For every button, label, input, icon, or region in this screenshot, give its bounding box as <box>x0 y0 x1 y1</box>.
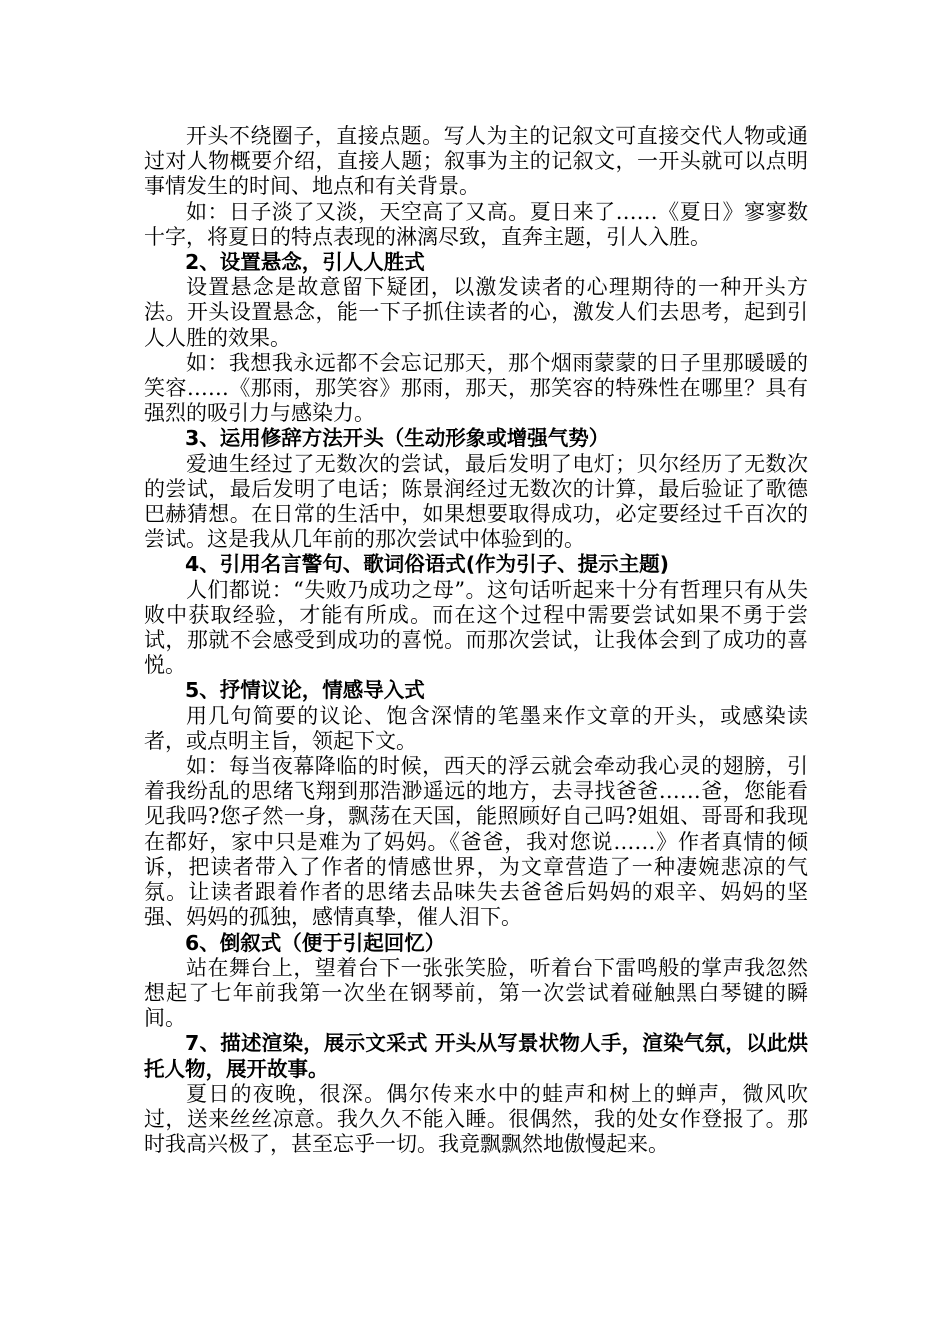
paragraph: 用几句简要的议论、饱含深情的笔墨来作文章的开头，或感染读者，或点明主旨，领起下文。 <box>144 703 808 753</box>
paragraph: 开头不绕圈子，直接点题。写人为主的记叙文可直接交代人物或通过对人物概要介绍，直接人题；叙事为主的记叙文，一开头就可以点明事情发生的时间、地点和有关背景。 <box>144 124 808 199</box>
section-flashback <box>144 931 808 1032</box>
section-quotation <box>144 552 808 678</box>
section-direct-opening <box>144 124 808 250</box>
section-description <box>144 1031 808 1157</box>
example-paragraph: 如：我想我永远都不会忘记那天，那个烟雨蒙蒙的日子里那暖暖的笑容……《那雨，那笑容》那雨，那天，那笑容的特殊性在哪里？具有强烈的吸引力与感染力。 <box>144 350 808 426</box>
section-suspense <box>144 250 808 426</box>
example-paragraph: 如：日子淡了又淡，天空高了又高。夏日来了……《夏日》寥寥数十字，将夏日的特点表现的淋漓尽致，直奔主题，引人入胜。 <box>144 199 808 249</box>
section-heading: 6、倒叙式（便于引起回忆） <box>185 930 446 955</box>
section-heading: 3、运用修辞方法开头（生动形象或增强气势） <box>185 426 610 451</box>
paragraph: 人们都说：“失败乃成功之母”。这句话听起来十分有哲理只有从失败中获取经验，才能有所成。而在这个过程中需要尝试如果不勇于尝试，那就不会感受到成功的喜悦。而那次尝试，让我体会到了成功的喜悦。 <box>144 577 808 678</box>
example-paragraph: 如：每当夜幕降临的时候，西天的浮云就会牵动我心灵的翅膀，引着我纷乱的思绪飞翔到那浩渺遥远的地方，去寻找爸爸……爸，您能看见我吗?您孑然一身，飘荡在天国，能照顾好自己吗?姐姐、哥哥和我现在都好，家中只是难为了妈妈。《爸爸，我对您说……》作者真情的倾诉，把读者带入了作者的情感世界，为文章营造了一种凄婉悲凉的气氛。让读者跟着作者的思绪去品味失去爸爸后妈妈的艰辛、妈妈的坚强、妈妈的孤独，感情真挚，催人泪下。 <box>144 754 808 930</box>
section-heading: 2、设置悬念，引人人胜式 <box>185 250 425 275</box>
paragraph: 设置悬念是故意留下疑团，以激发读者的心理期待的一种开头方法。开头设置悬念，能一下子抓住读者的心，激发人们去思考，起到引人人胜的效果。 <box>144 275 808 350</box>
section-heading: 4、引用名言警句、歌词俗语式(作为引子、提示主题) <box>185 552 670 577</box>
document-body <box>144 124 808 1157</box>
section-heading: 7、描述渲染，展示文采式 开头从写景状物人手，渲染气氛，以此烘托人物，展开故事。 <box>144 1031 808 1081</box>
section-rhetoric <box>144 426 808 552</box>
section-heading: 5、抒情议论，情感导入式 <box>185 678 425 703</box>
section-lyrical <box>144 678 808 930</box>
paragraph: 爱迪生经过了无数次的尝试，最后发明了电灯；贝尔经历了无数次的尝试，最后发明了电话；陈景润经过无数次的计算，最后验证了歌德巴赫猜想。在日常的生活中，如果想要取得成功，必定要经过千百次的尝试。这是我从几年前的那次尝试中体验到的。 <box>144 451 808 552</box>
paragraph: 站在舞台上，望着台下一张张笑脸，听着台下雷鸣般的掌声我忽然想起了七年前我第一次坐在钢琴前，第一次尝试着碰触黑白琴键的瞬间。 <box>144 955 808 1031</box>
paragraph: 夏日的夜晚，很深。偶尔传来水中的蛙声和树上的蝉声，微风吹过，送来丝丝凉意。我久久不能入睡。很偶然，我的处女作登报了。那时我高兴极了，甚至忘乎一切。我竟飘飘然地傲慢起来。 <box>144 1081 808 1157</box>
